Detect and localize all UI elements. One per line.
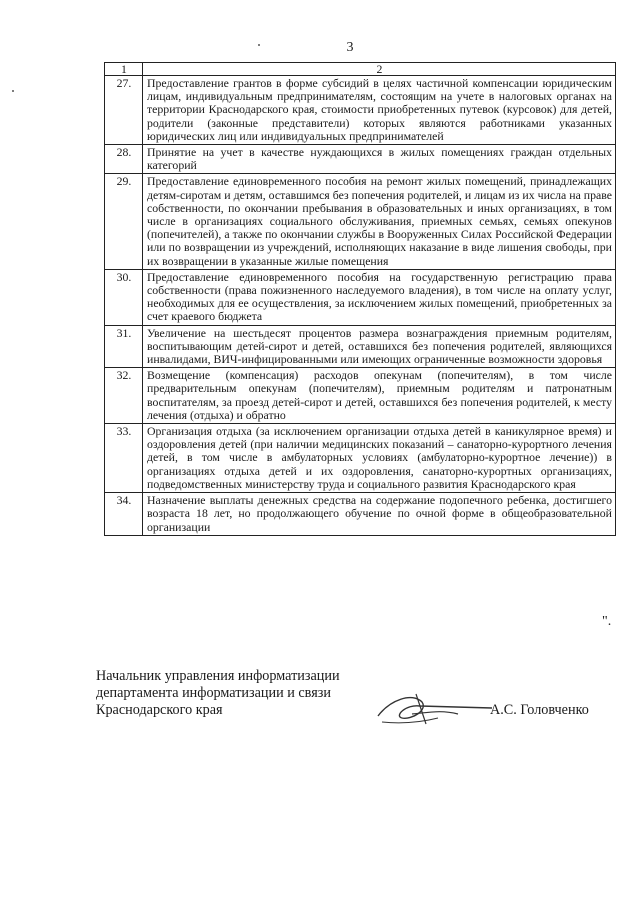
header-col-number: 1 <box>105 63 143 76</box>
row-number: 27. <box>105 76 143 145</box>
row-number: 33. <box>105 424 143 493</box>
handwritten-signature <box>372 684 496 732</box>
row-number: 32. <box>105 368 143 424</box>
row-number: 31. <box>105 325 143 368</box>
table-row <box>105 368 616 424</box>
signer-position <box>96 668 340 719</box>
row-service-text: Предоставление единовременного пособия на государственную регистрацию права собственности (права пожизненного наследуемого владения), в том числе на оплату услуг, необходимых для ее осуществления, за исключением жилых помещений, приобретенных за счет краевого бюджета <box>143 269 616 325</box>
signer-position-line: департамента информатизации и связи <box>96 685 331 701</box>
table-row <box>105 145 616 174</box>
row-number: 29. <box>105 174 143 269</box>
row-service-text: Предоставление грантов в форме субсидий в целях частичной компенсации юридическим лицам, индивидуальным предпринимателям, состоящим на учете в налоговых органах на территории Краснодарского края, стоимости приобретенных путевок (курсовок) для детей, родители (законные представители) которых являются работниками указанных юридических лиц или индивидуальных предпринимателей <box>143 76 616 145</box>
scan-speck <box>258 44 260 46</box>
scan-speck <box>12 90 14 92</box>
table-row <box>105 269 616 325</box>
row-service-text: Принятие на учет в качестве нуждающихся в жилых помещениях граждан отдельных категорий <box>143 145 616 174</box>
services-table <box>104 62 616 536</box>
signer-name: А.С. Головченко <box>490 702 589 718</box>
table-row <box>105 325 616 368</box>
signer-position-line: Начальник управления информатизации <box>96 668 340 684</box>
table-header-row <box>105 63 616 76</box>
header-col-service: 2 <box>143 63 616 76</box>
row-number: 30. <box>105 269 143 325</box>
page-number: 3 <box>346 40 354 55</box>
table-row <box>105 493 616 536</box>
row-service-text: Предоставление единовременного пособия на ремонт жилых помещений, принадлежащих детям-сиротам и детям, оставшимся без попечения родителей, и лицам из их числа на праве собственности, по окончании пребывания в образовательных и иных организациях, в том числе в организациях социального обслуживания, приемных семьях, семьях опекунов (попечителей), а также по окончании службы в Вооруженных Силах Российской Федерации или по возвращении из учреждений, исполняющих наказание в виде лишения свободы, при их возвращении в указанные жилые помещения <box>143 174 616 269</box>
row-service-text: Организация отдыха (за исключением организации отдыха детей в каникулярное время) и оздоровления детей (при наличии медицинских показаний – санаторно-курортного лечения детей, в том числе в амбулаторных условиях (амбулаторно-курортное лечение)) в организациях отдыха детей и их оздоровления, санаторно-курортных организациях, подведомственных министерству труда и социального развития Краснодарского края <box>143 424 616 493</box>
closing-quote-mark: ". <box>602 614 612 629</box>
signer-position-line: Краснодарского края <box>96 702 223 718</box>
row-service-text: Увеличение на шестьдесят процентов размера вознаграждения приемным родителям, воспитывающим детей-сирот и детей, оставшихся без попечения родителей, являющихся инвалидами, ВИЧ-инфицированными или имеющих ограниченные возможности здоровья <box>143 325 616 368</box>
table-row <box>105 76 616 145</box>
row-number: 34. <box>105 493 143 536</box>
row-service-text: Назначение выплаты денежных средства на содержание подопечного ребенка, достигшего возраста 18 лет, но продолжающего обучение по очной форме в общеобразовательной организации <box>143 493 616 536</box>
row-service-text: Возмещение (компенсация) расходов опекунам (попечителям), в том числе предварительным опекунам (попечителям), приемным родителям и патронатным воспитателям, за проезд детей-сирот и детей, оставшихся без попечения родителей, к месту лечения (отдыха) и обратно <box>143 368 616 424</box>
table-row <box>105 424 616 493</box>
table-row <box>105 174 616 269</box>
row-number: 28. <box>105 145 143 174</box>
